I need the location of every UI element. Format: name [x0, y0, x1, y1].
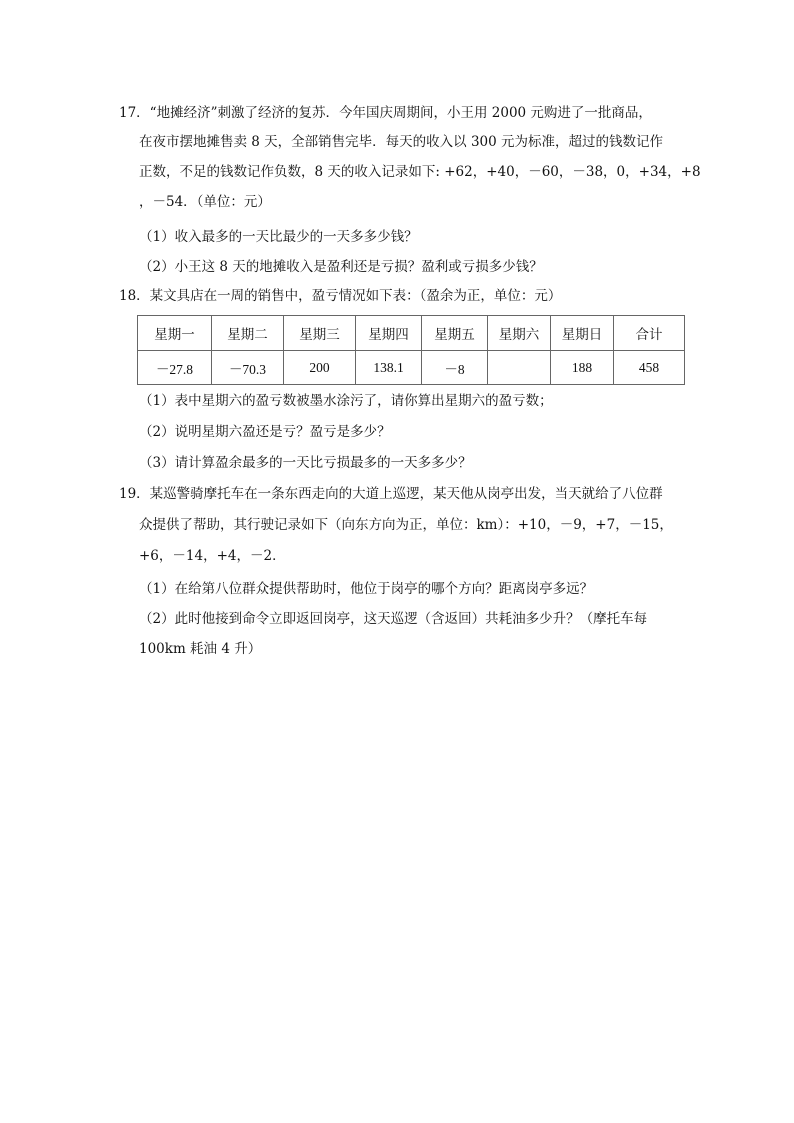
q19-subquestion-2-continued: 100km 耗油 4 升） [139, 641, 262, 657]
table-header-cell: 星期六 [488, 316, 551, 351]
q18-subquestion-2: （2）说明星期六盈还是亏？盈亏是多少？ [139, 424, 391, 440]
q17-line-3: 正数，不足的钱数记作负数，8 天的收入记录如下: +62，+40，－60，－38，0，+34，+8 [139, 164, 701, 180]
table-cell: －27.8 [138, 351, 212, 385]
q17-subquestion-1: （1）收入最多的一天比最少的一天多多少钱？ [139, 229, 418, 245]
table-header-cell: 星期一 [138, 316, 212, 351]
q18-line-1: 18．某文具店在一周的销售中，盈亏情况如下表：（盈余为正，单位：元） [119, 288, 562, 304]
q17-line-1: 17．“地摊经济”刺激了经济的复苏．今年国庆周期间，小王用 2000 元购进了一批商品， [119, 105, 652, 121]
table-cell-blank [488, 351, 551, 385]
q17-line-2: 在夜市摆地摊售卖 8 天，全部销售完毕．每天的收入以 300 元为标准，超过的钱数记作 [139, 134, 664, 150]
q19-line-2: 众提供了帮助，其行驶记录如下（向东方向为正，单位：km）：+10，－9，+7，－15， [139, 517, 673, 533]
q18-subquestion-1: （1）表中星期六的盈亏数被墨水涂污了，请你算出星期六的盈亏数； [139, 393, 553, 409]
table-cell: 200 [284, 351, 356, 385]
table-header-cell: 星期四 [356, 316, 422, 351]
q19-line-1: 19．某巡警骑摩托车在一条东西走向的大道上巡逻，某天他从岗亭出发，当天就给了八位群 [119, 486, 663, 502]
table-cell: 458 [614, 351, 685, 385]
q18-subquestion-3: （3）请计算盈余最多的一天比亏损最多的一天多多少？ [139, 455, 472, 471]
q17-subquestion-2: （2）小王这 8 天的地摊收入是盈利还是亏损？盈利或亏损多少钱？ [139, 259, 543, 275]
table-cell: －70.3 [212, 351, 284, 385]
table-cell: －8 [422, 351, 488, 385]
table-row [138, 351, 685, 385]
table-header-cell: 星期日 [551, 316, 614, 351]
table-header-cell: 星期二 [212, 316, 284, 351]
q19-line-3: +6，－14，+4，－2． [139, 548, 286, 564]
table-header-row [138, 316, 685, 351]
table-cell: 138.1 [356, 351, 422, 385]
table-header-cell: 星期三 [284, 316, 356, 351]
q17-line-4: ，－54．（单位：元） [139, 194, 271, 210]
table-cell: 188 [551, 351, 614, 385]
q19-subquestion-2: （2）此时他接到命令立即返回岗亭，这天巡逻（含返回）共耗油多少升？（摩托车每 [139, 611, 648, 627]
table-header-cell: 星期五 [422, 316, 488, 351]
q19-subquestion-1: （1）在给第八位群众提供帮助时，他位于岗亭的哪个方向？距离岗亭多远？ [139, 581, 594, 597]
sales-table [137, 315, 685, 385]
table-header-cell: 合计 [614, 316, 685, 351]
